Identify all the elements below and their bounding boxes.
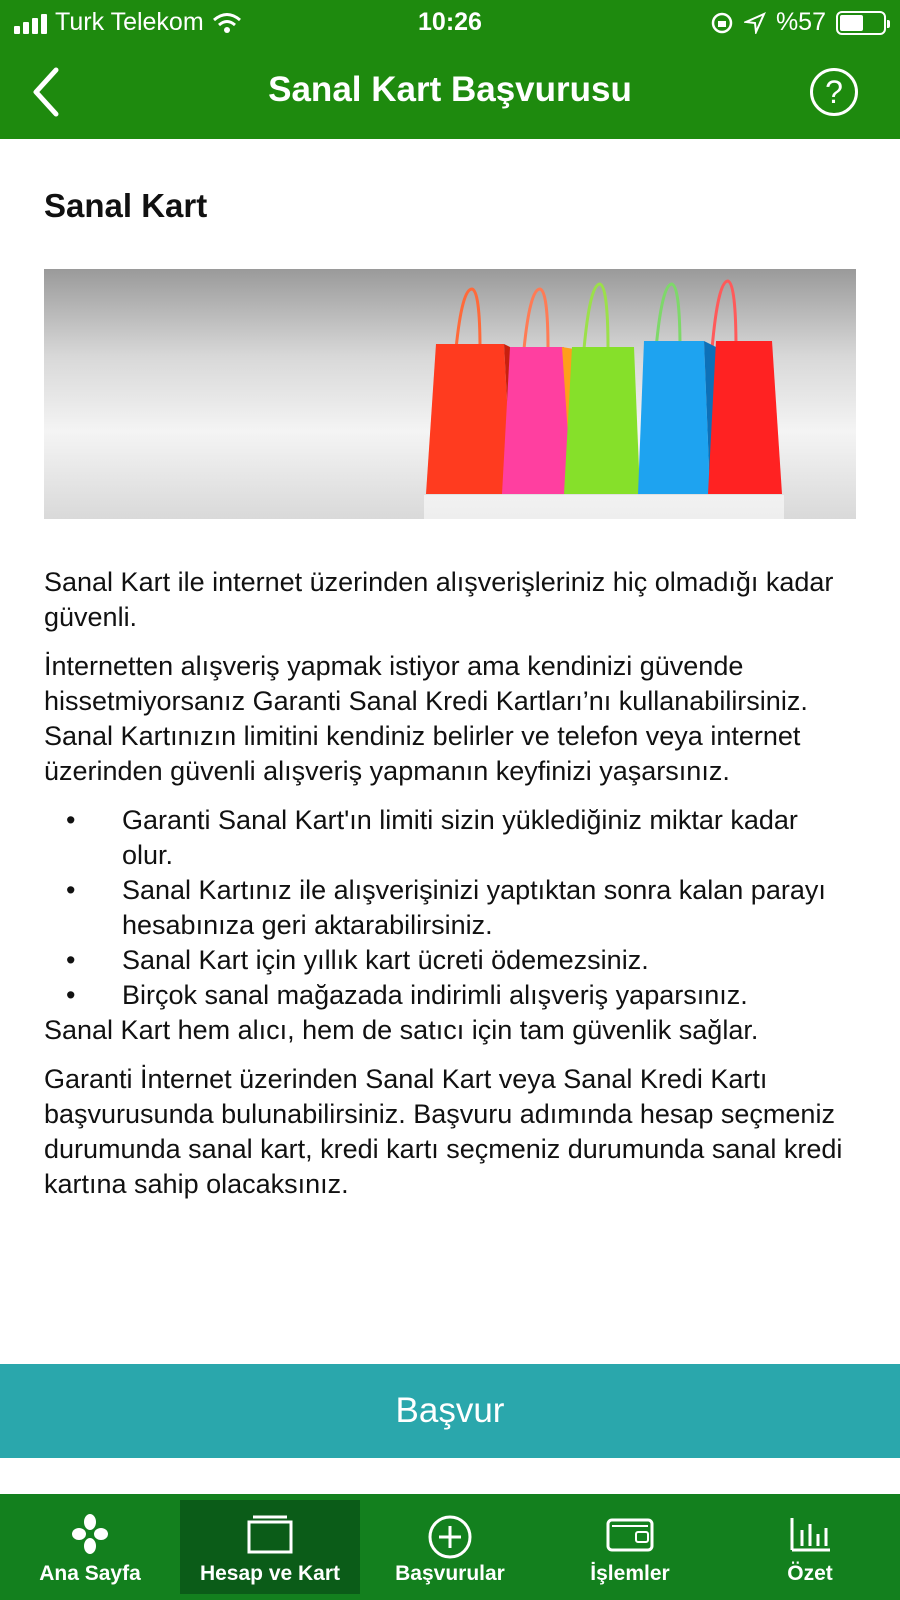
main-content	[44, 139, 856, 1202]
help-button[interactable]	[810, 68, 858, 116]
tab-home[interactable]	[0, 1494, 180, 1600]
clover-icon	[72, 1514, 108, 1554]
page-title: Sanal Kart Başvurusu	[268, 70, 632, 109]
list-item: • Sanal Kartınız ile alışverişinizi yaptıktan sonra kalan parayı hesabınıza geri aktarabilirsiniz.	[44, 873, 856, 943]
tab-label: Hesap ve Kart	[199, 1562, 341, 1585]
wallet-icon	[606, 1514, 654, 1554]
battery-percent: %57	[775, 8, 826, 36]
location-icon	[744, 12, 766, 34]
status-bar	[0, 0, 900, 46]
tab-summary[interactable]	[720, 1494, 900, 1600]
list-item: • Sanal Kart için yıllık kart ücreti ödemezsiniz.	[44, 943, 856, 978]
tab-label: Ana Sayfa	[39, 1562, 141, 1585]
top-bar	[0, 0, 900, 139]
carrier-label: Turk Telekom	[55, 8, 204, 36]
rotation-lock-icon	[710, 11, 734, 35]
tab-label: Başvurular	[395, 1562, 505, 1585]
benefits-list	[44, 803, 856, 1013]
status-time: 10:26	[418, 8, 482, 36]
tab-transactions[interactable]	[540, 1494, 720, 1600]
apply-info-paragraph: Garanti İnternet üzerinden Sanal Kart veya Sanal Kredi Kartı başvurusunda bulunabilirsiniz. Başvuru adımında hesap seçmeniz durumunda sanal kart, kredi kartı seçmeniz durumunda sanal kredi kartına sahip olacaksınız.	[44, 1064, 843, 1199]
shopping-bags-image	[44, 269, 856, 519]
security-paragraph: Sanal Kart hem alıcı, hem de satıcı için tam güvenlik sağlar.	[44, 1015, 759, 1045]
chart-icon	[788, 1514, 832, 1554]
nav-header	[0, 46, 900, 139]
apply-button[interactable]: Başvur	[0, 1364, 900, 1458]
card-icon	[247, 1514, 293, 1554]
plus-circle-icon	[427, 1514, 473, 1560]
description-paragraph: İnternetten alışveriş yapmak istiyor ama kendinizi güvende hissetmiyorsanız Garanti Sanal Kredi Kartları’nı kullanabilirsiniz. Sanal Kartınızın limitini kendiniz belirler ve telefon veya internet üzerinden güvenli alışveriş yapmanın keyfinizi yaşarsınız.	[44, 651, 808, 786]
tab-applications[interactable]	[360, 1494, 540, 1600]
shopping-bags-banner	[44, 269, 856, 519]
list-item: • Garanti Sanal Kart'ın limiti sizin yüklediğiniz miktar kadar olur.	[44, 803, 856, 873]
section-heading: Sanal Kart	[44, 187, 208, 224]
tab-accounts-cards[interactable]	[180, 1500, 360, 1594]
intro-paragraph: Sanal Kart ile internet üzerinden alışverişleriniz hiç olmadığı kadar güvenli.	[44, 567, 834, 632]
help-icon: ?	[825, 74, 843, 110]
battery-icon	[836, 11, 886, 35]
list-item: • Birçok sanal mağazada indirimli alışveriş yaparsınız.	[44, 978, 856, 1013]
tab-label: Özet	[787, 1562, 833, 1585]
tab-bar	[0, 1494, 900, 1600]
tab-label: İşlemler	[590, 1562, 670, 1585]
